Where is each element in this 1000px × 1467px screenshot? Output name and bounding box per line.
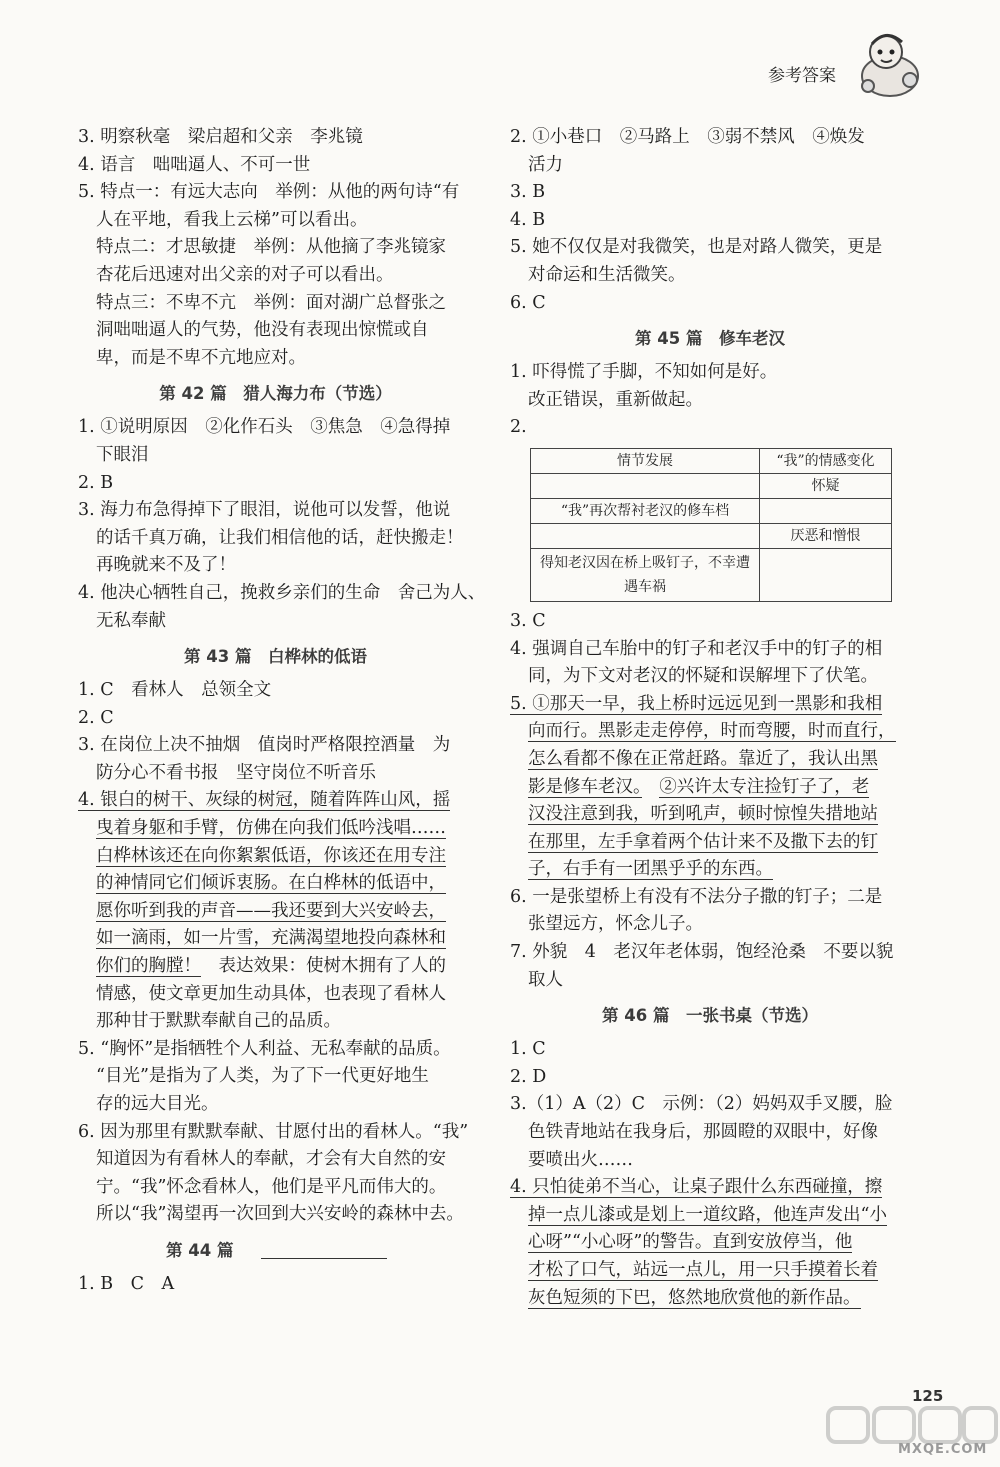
left-column xyxy=(78,124,486,1299)
answer-line: 洞咄咄逼人的气势，他没有表现出惊慌或自 xyxy=(96,320,429,341)
answer-line: 卑，而是不卑不亢地应对。 xyxy=(96,347,306,368)
underlined-text: 的神情同它们倾诉衷肠。在白桦林的低语中， xyxy=(96,873,446,894)
answer-line xyxy=(78,925,473,953)
answer-line: 3. B xyxy=(510,182,546,203)
underlined-text: ②兴许太专注捡钉子了，老 xyxy=(659,776,870,797)
answer-line: “目光”是指为了人类，为了下一代更好地生 xyxy=(96,1066,429,1087)
answers-45 xyxy=(510,359,910,994)
underlined-text: 向而行。黑影走走停停，时而弯腰，时而直行， xyxy=(528,721,896,742)
answer-line: 1. B C A xyxy=(78,1273,175,1294)
answer-line: 色铁青地站在我身后，那圆瞪的双眼中，好像 xyxy=(528,1122,878,1143)
answer-line: 2. xyxy=(510,417,527,438)
table-cell: 得知老汉因在桥上吸钉子，不幸遭遇车祸 xyxy=(531,548,760,601)
answer-line xyxy=(78,870,473,898)
answer-line: 5. 她不仅仅是对我微笑，也是对路人微笑，更是 xyxy=(510,237,883,258)
table-row xyxy=(531,473,892,498)
answers-42 xyxy=(78,414,486,635)
answer-line: 1. ①说明原因 ②化作石头 ③焦急 ④急得掉 xyxy=(78,417,451,438)
underlined-text: 子，右手有一团黑乎乎的东西。 xyxy=(528,859,773,880)
underlined-text: 影是修车老汉。 xyxy=(528,776,642,797)
answer-line: 5. 特点一：有远大志向 举例：从他的两句诗“有 xyxy=(78,182,460,203)
answer-line: 2. C xyxy=(78,707,114,728)
answer-line: 人在平地，看我上云梯”可以看出。 xyxy=(96,209,368,230)
table-cell: 厌恶和憎恨 xyxy=(760,523,892,548)
answer-line: 3.（1）A（2）C 示例：（2）妈妈双手叉腰，脸 xyxy=(510,1094,893,1115)
table-header-row xyxy=(531,448,892,473)
answer-text: 表达效果：使树木拥有了人的 xyxy=(201,956,446,977)
underlined-text: 5. ①那天一早，我上桥时远远见到一黑影和我相 xyxy=(510,693,883,714)
answer-line: 防分心不看书报 坚守岗位不听音乐 xyxy=(96,762,376,783)
title-blank-line xyxy=(261,1240,387,1259)
answer-line: 3. 海力布急得掉下了眼泪，说他可以发誓，他说 xyxy=(78,500,451,521)
answer-line xyxy=(510,801,910,829)
answer-line: 2. D xyxy=(510,1066,547,1087)
mascot-illustration xyxy=(846,22,926,102)
answer-line xyxy=(510,1202,910,1230)
answer-line: 那种甘于默默奉献自己的品质。 xyxy=(96,1011,341,1032)
answer-line: 3. 在岗位上决不抽烟 值岗时严格限控酒量 为 xyxy=(78,735,451,756)
answer-line: 情感，使文章更加生动具体，也表现了看林人 xyxy=(96,983,446,1004)
table-row xyxy=(531,548,892,601)
underlined-text: 灰色短须的下巴，悠然地欣赏他的新作品。 xyxy=(528,1287,861,1308)
underlined-text: 掉一点儿漆或是划上一道纹路，他连声发出“小 xyxy=(528,1204,887,1225)
underlined-text: 4. 银白的树干、灰绿的树冠，随着阵阵山风，摇 xyxy=(78,790,451,811)
answer-line xyxy=(510,746,910,774)
answer-line: 1. C 看林人 总领全文 xyxy=(78,680,272,701)
underlined-text: 愿你听到我的声音——我还要到大兴安岭去， xyxy=(96,900,446,921)
answer-line: 再晚就来不及了！ xyxy=(96,555,236,576)
table-header: 情节发展 xyxy=(531,448,760,473)
answer-line xyxy=(78,953,473,981)
section-title-42: 第 42 篇 猎人海力布（节选） xyxy=(159,384,392,404)
underlined-text: 曳着身躯和手臂，仿佛在向我们低吟浅唱…… xyxy=(96,818,446,839)
answer-text xyxy=(642,777,660,797)
answer-line: 特点二：才思敏捷 举例：从他摘了李兆镜家 xyxy=(96,237,446,258)
answers-44 xyxy=(78,1271,473,1299)
answer-line: 宁。“我”怀念看林人，他们是平凡而伟大的。 xyxy=(96,1176,447,1197)
answer-line: 杏花后迅速对出父亲的对子可以看出。 xyxy=(96,264,394,285)
answer-line xyxy=(78,898,473,926)
underlined-text: 才松了口气，站远一点儿，用一只手摸着长着 xyxy=(528,1260,878,1280)
section-title-44: 第 44 篇 xyxy=(78,1237,473,1265)
answer-line: 改正错误，重新做起。 xyxy=(528,389,703,410)
answer-line: 3. C xyxy=(510,610,546,631)
answer-line: 3. 明察秋毫 梁启超和父亲 李兆镜 xyxy=(78,127,363,147)
answer-line: 2. ①小巷口 ②马路上 ③弱不禁风 ④焕发 xyxy=(510,127,865,147)
answer-line xyxy=(510,691,910,719)
answer-line xyxy=(510,856,910,884)
answer-line: 同，为下文对老汉的怀疑和误解埋下了伏笔。 xyxy=(528,666,878,687)
underlined-text: 4. 只怕徒弟不当心，让桌子跟什么东西碰撞，擦 xyxy=(510,1177,883,1198)
answer-line xyxy=(510,1257,910,1285)
answer-line: 2. B xyxy=(78,472,114,493)
answer-line: 4. 他决心牺牲自己，挽救乡亲们的生命 舍己为人、 xyxy=(78,582,486,603)
underlined-text: 白桦林该还在向你絮絮低语，你该还在用专注 xyxy=(96,845,446,866)
answer-line: 所以“我”渴望再一次回到大兴安岭的森林中去。 xyxy=(96,1204,464,1225)
table-cell: “我”再次帮衬老汉的修车档 xyxy=(531,498,760,523)
answer-line: 7. 外貌 4 老汉年老体弱，饱经沧桑 不要以貌 xyxy=(510,942,894,963)
answer-line: 的话千真万确，让我们相信他的话，赶快搬走！ xyxy=(96,527,464,548)
underlined-text: 汉没注意到我，听到吼声，顿时惊惶失措地站 xyxy=(528,804,878,825)
answer-line xyxy=(510,1174,910,1202)
header-label: 参考答案 xyxy=(768,66,836,86)
table-cell xyxy=(760,498,892,523)
table-header: “我”的情感变化 xyxy=(760,448,892,473)
underlined-text: 在那里，左手拿着两个估计来不及撒下去的钉 xyxy=(528,831,878,852)
answer-line: 4. 强调自己车胎中的钉子和老汉手中的钉子的相 xyxy=(510,638,883,659)
answers-41-tail xyxy=(78,124,473,372)
table-row xyxy=(531,523,892,548)
table-cell: 怀疑 xyxy=(760,473,892,498)
section-title-43: 第 43 篇 白桦林的低语 xyxy=(184,647,367,667)
answers-43 xyxy=(78,677,473,1229)
answer-line: 无私奉献 xyxy=(96,610,166,631)
underlined-text: 怎么看都不像在正常赶路。靠近了，我认出黑 xyxy=(528,748,878,769)
answer-line xyxy=(510,1229,910,1257)
table-cell xyxy=(531,473,760,498)
table-cell xyxy=(531,523,760,548)
answer-line: 1. 吓得慌了手脚，不知如何是好。 xyxy=(510,362,778,383)
section-title-46: 第 46 篇 一张书桌（节选） xyxy=(602,1006,818,1026)
answer-line: 下眼泪 xyxy=(96,444,149,465)
answer-line xyxy=(510,718,910,746)
right-column xyxy=(510,124,910,1312)
answer-line: 取人 xyxy=(528,969,563,990)
underlined-text: 你们的胸膛！ xyxy=(96,956,201,977)
answer-line: 张望远方，怀念儿子。 xyxy=(528,914,703,935)
answers-46 xyxy=(510,1036,910,1312)
answer-line: 5. “胸怀”是指牺牲个人利益、无私奉献的品质。 xyxy=(78,1038,451,1059)
answer-line: 存的远大目光。 xyxy=(96,1094,219,1114)
answer-line: 6. 一是张望桥上有没有不法分子撒的钉子；二是 xyxy=(510,886,883,907)
answer-line: 特点三：不卑不亢 举例：面对湖广总督张之 xyxy=(96,292,446,313)
underlined-text: 如一滴雨，如一片雪，充满渴望地投向森林和 xyxy=(96,928,446,949)
answer-line: 对命运和生活微笑。 xyxy=(528,264,686,285)
table-row xyxy=(531,498,892,523)
answer-line: 1. C xyxy=(510,1039,546,1060)
answer-line: 要喷出火…… xyxy=(528,1149,633,1170)
answer-line: 4. B xyxy=(510,209,546,230)
watermark-text: MXQE.COM xyxy=(898,1442,988,1457)
answer-line: 4. 语言 咄咄逼人、不可一世 xyxy=(78,154,311,175)
plot-emotion-table xyxy=(530,448,892,602)
answer-line xyxy=(510,829,910,857)
answers-44-cont xyxy=(510,124,910,317)
underlined-text: 心呀”“小心呀”的警告。直到安放停当，他 xyxy=(528,1232,853,1253)
answer-line xyxy=(78,815,473,843)
answer-line: 活力 xyxy=(528,154,563,175)
answer-line: 6. 因为那里有默默奉献、甘愿付出的看林人。“我” xyxy=(78,1121,469,1142)
answer-line: 知道因为有看林人的奉献，才会有大自然的安 xyxy=(96,1149,446,1170)
answer-line xyxy=(510,1285,910,1313)
answer-line: 6. C xyxy=(510,292,546,313)
page-number: 125 xyxy=(912,1387,944,1405)
answer-line xyxy=(78,843,473,871)
answer-line xyxy=(78,787,473,815)
answer-line xyxy=(510,774,910,802)
table-cell xyxy=(760,548,892,601)
section-title-45: 第 45 篇 修车老汉 xyxy=(635,329,785,349)
